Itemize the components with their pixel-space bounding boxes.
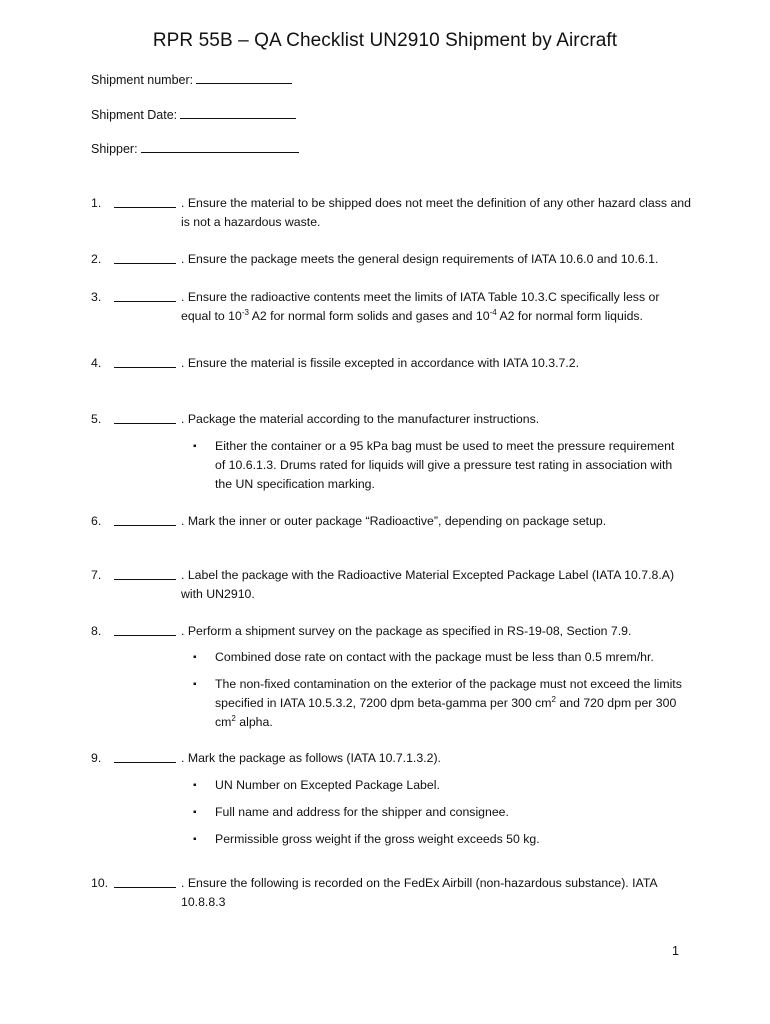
item-5-bullets (193, 437, 688, 494)
bullet-text: The non-fixed contamination on the exterior of the package must not exceed the limits specified in IATA 10.5.3.2, 7200 dpm beta-gamma per 300 $cm^2$ and 720 dpm per 300 $cm^2$ alpha. (215, 677, 682, 729)
item-number: 4. (91, 356, 102, 370)
bullet-item (193, 675, 688, 732)
item-number: 9. (91, 751, 102, 765)
bullet-item (193, 776, 688, 795)
page-number: 1 (672, 944, 679, 958)
checkoff-blank[interactable] (114, 512, 176, 526)
checkoff-blank[interactable] (114, 354, 176, 368)
item-number: 7. (91, 568, 102, 582)
shipper-field (91, 141, 299, 156)
item-text: . Mark the inner or outer package “Radioactive”, depending on package setup. (181, 514, 607, 528)
checklist-item-1 (91, 194, 691, 232)
bullet-item (193, 437, 688, 494)
checkoff-blank[interactable] (114, 566, 176, 580)
bullet-icon: ▪ (193, 679, 197, 690)
bullet-icon: ▪ (193, 834, 197, 845)
checklist-item-4 (91, 354, 691, 373)
checkoff-blank[interactable] (114, 288, 176, 302)
item-9-bullets (193, 776, 688, 849)
shipment-number-field (91, 72, 292, 87)
shipper-blank[interactable] (141, 141, 299, 153)
item-number: 6. (91, 514, 102, 528)
checkoff-blank[interactable] (114, 874, 176, 888)
shipment-number-label: Shipment number: (91, 73, 194, 87)
item-text: . Label the package with the Radioactive Material Excepted Package Label (IATA 10.7.8.A) with UN2910. (181, 568, 675, 601)
bullet-icon: ▪ (193, 652, 197, 663)
checkoff-blank[interactable] (114, 250, 176, 264)
item-8-bullets (193, 648, 688, 732)
item-text: . Ensure the material to be shipped does not meet the definition of any other hazard class and is not a hazardous waste. (181, 196, 691, 229)
bullet-text: Full name and address for the shipper and consignee. (215, 805, 509, 819)
bullet-item (193, 648, 688, 667)
checklist-item-8 (91, 622, 691, 641)
bullet-icon: ▪ (193, 807, 197, 818)
checklist-item-6 (91, 512, 691, 531)
checkoff-blank[interactable] (114, 194, 176, 208)
checklist-item-3 (91, 288, 691, 326)
item-number: 8. (91, 624, 102, 638)
item-text: . Ensure the material is fissile excepted in accordance with IATA 10.3.7.2. (181, 356, 580, 370)
bullet-text: UN Number on Excepted Package Label. (215, 778, 440, 792)
item-text: . Ensure the radioactive contents meet the limits of IATA Table 10.3.C specifically less or equal to $10^{-3}$ A2 for normal form solids and gases and $10^{-4}$ A2 for normal form liquids. (181, 290, 660, 323)
checklist-item-9 (91, 749, 691, 768)
bullet-text: Combined dose rate on contact with the package must be less than 0.5 mrem/hr. (215, 650, 654, 664)
checklist-item-10 (91, 874, 691, 912)
bullet-text: Either the container or a 95 kPa bag must be used to meet the pressure requirement of 10.6.1.3. Drums rated for liquids will give a pressure test rating in association with the UN specification marking. (215, 439, 675, 491)
shipment-date-field (91, 107, 296, 122)
item-text: . Package the material according to the manufacturer instructions. (181, 412, 540, 426)
shipment-date-label: Shipment Date: (91, 108, 178, 122)
bullet-icon: ▪ (193, 441, 197, 452)
checkoff-blank[interactable] (114, 749, 176, 763)
item-text: . Ensure the package meets the general design requirements of IATA 10.6.0 and 10.6.1. (181, 252, 659, 266)
bullet-item (193, 803, 688, 822)
bullet-text: Permissible gross weight if the gross weight exceeds 50 kg. (215, 832, 540, 846)
page-title: RPR 55B – QA Checklist UN2910 Shipment by Aircraft (152, 30, 618, 51)
item-number: 5. (91, 412, 102, 426)
checkoff-blank[interactable] (114, 622, 176, 636)
shipper-label: Shipper: (91, 142, 138, 156)
item-text: . Mark the package as follows (IATA 10.7.1.3.2). (181, 751, 441, 765)
checklist-item-5 (91, 410, 691, 429)
item-number: 2. (91, 252, 102, 266)
bullet-icon: ▪ (193, 780, 197, 791)
checklist-item-7 (91, 566, 691, 604)
shipment-date-blank[interactable] (180, 107, 296, 119)
item-number: 3. (91, 290, 102, 304)
item-number: 1. (91, 196, 102, 210)
bullet-item (193, 830, 688, 849)
item-text: . Ensure the following is recorded on the FedEx Airbill (non-hazardous substance). IATA 10.8.8.3 (181, 876, 657, 909)
shipment-number-blank[interactable] (196, 72, 292, 84)
item-text: . Perform a shipment survey on the package as specified in RS-19-08, Section 7.9. (181, 624, 632, 638)
checkoff-blank[interactable] (114, 410, 176, 424)
item-number: 10. (91, 876, 109, 890)
checklist-item-2 (91, 250, 691, 269)
